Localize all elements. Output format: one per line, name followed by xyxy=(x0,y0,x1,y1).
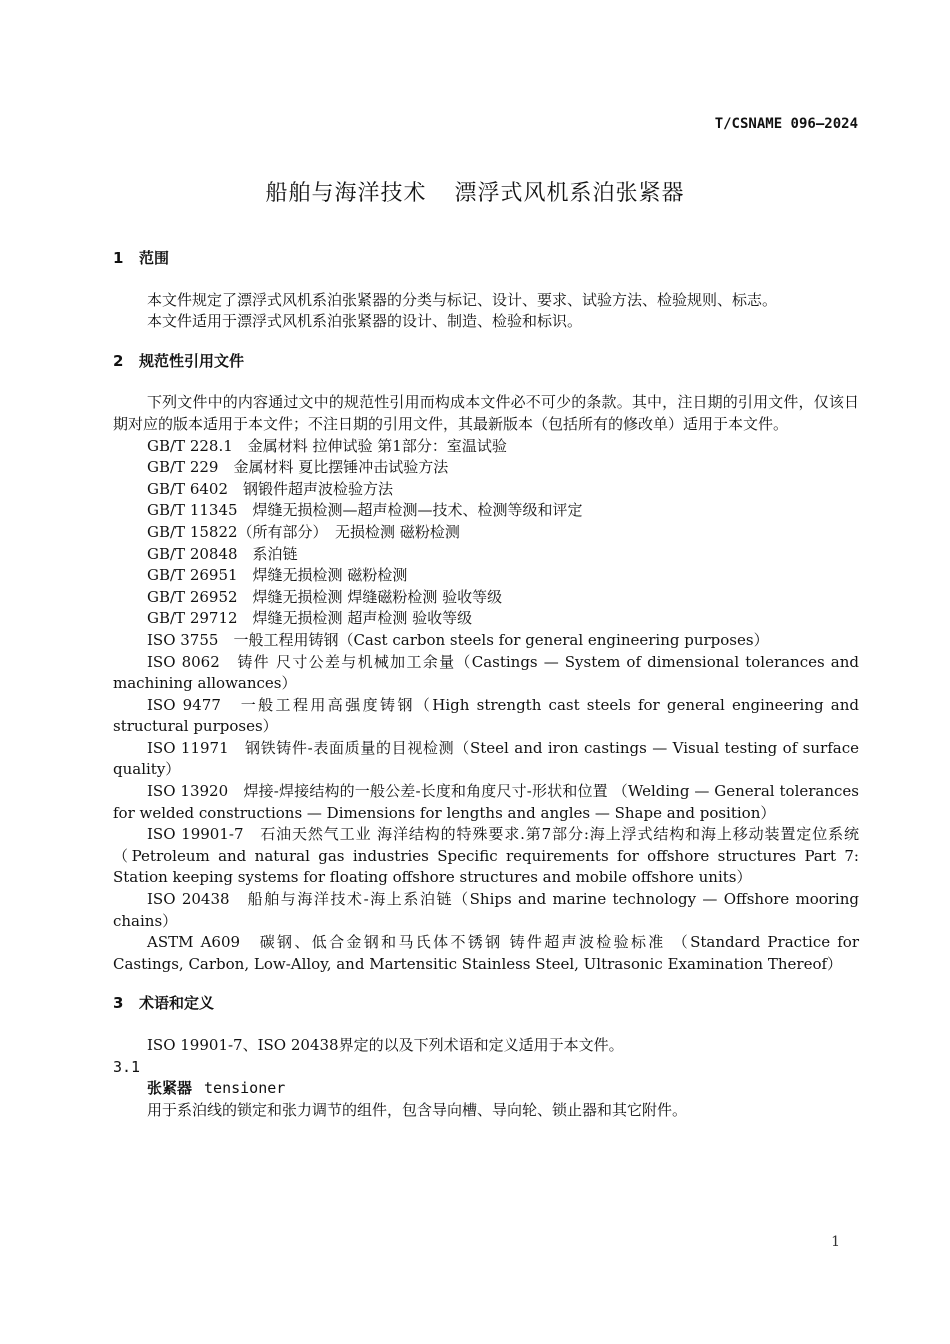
reference-item: GB/T 11345 焊缝无损检测—超声检测—技术、检测等级和评定 xyxy=(147,501,583,520)
reference-item: ISO 9477 一般工程用高强度铸钢（High strength cast steels for general engineering and structural purposes） xyxy=(113,695,859,736)
reference-item: GB/T 29712 焊缝无损检测 超声检测 验收等级 xyxy=(147,609,473,628)
reference-item: GB/T 229 金属材料 夏比摆锤冲击试验方法 xyxy=(147,458,449,477)
page-number: 1 xyxy=(831,1234,840,1250)
title-part1: 船舶与海洋技术 xyxy=(265,181,427,206)
document-code: T/CSNAME 096—2024 xyxy=(714,116,858,132)
reference-item: GB/T 15822（所有部分） 无损检测 磁粉检测 xyxy=(147,522,460,541)
reference-item: ISO 3755 一般工程用铸钢（Cast carbon steels for general engineering purposes） xyxy=(147,630,769,649)
terms-intro: ISO 19901-7、ISO 20438界定的以及下列术语和定义适用于本文件。 xyxy=(147,1036,624,1054)
section-number: 2 xyxy=(113,351,124,370)
section-title: 术语和定义 xyxy=(139,994,215,1013)
reference-item: ISO 19901-7 石油天然气工业 海洋结构的特殊要求.第7部分:海上浮式结构和海上移动装置定位系统 （Petroleum and natural gas industries Specific requirements for offshore structures Part 7: Station keeping systems for floating offshore structures and mobile offshore units） xyxy=(113,825,859,887)
reference-item: GB/T 6402 钢锻件超声波检验方法 xyxy=(147,479,394,498)
reference-item: GB/T 26951 焊缝无损检测 磁粉检测 xyxy=(147,566,408,585)
references-intro: 下列文件中的内容通过文中的规范性引用而构成本文件必不可少的条款。其中，注日期的引用文件，仅该日期对应的版本适用于本文件；不注日期的引用文件，其最新版本（包括所有的修改单）适用于本文件。 xyxy=(113,393,859,433)
title-part2: 漂浮式风机系泊张紧器 xyxy=(454,181,685,206)
reference-item: ISO 11971 钢铁铸件-表面质量的目视检测（Steel and iron castings — Visual testing of surface quality） xyxy=(113,738,859,779)
term-name xyxy=(113,1078,859,1100)
section-title: 范围 xyxy=(139,249,170,267)
section-3-heading xyxy=(113,993,859,1015)
document-title xyxy=(0,176,950,207)
reference-item: GB/T 26952 焊缝无损检测 焊缝磁粉检测 验收等级 xyxy=(147,587,503,606)
document-body xyxy=(113,248,859,1121)
section-1-heading xyxy=(113,248,859,270)
term-chinese: 张紧器 xyxy=(147,1079,193,1098)
section-2-heading xyxy=(113,351,859,373)
reference-item: ISO 8062 铸件 尺寸公差与机械加工余量（Castings — System of dimensional tolerances and machining allowances） xyxy=(113,652,859,693)
scope-paragraph: 本文件适用于漂浮式风机系泊张紧器的设计、制造、检验和标识。 xyxy=(147,312,583,331)
term-number: 3.1 xyxy=(113,1057,141,1076)
reference-item: ISO 20438 船舶与海洋技术-海上系泊链（Ships and marine technology — Offshore mooring chains） xyxy=(113,890,859,930)
section-title: 规范性引用文件 xyxy=(139,351,245,370)
reference-item: GB/T 228.1 金属材料 拉伸试验 第1部分：室温试验 xyxy=(147,436,507,455)
reference-item: ISO 13920 焊接-焊接结构的一般公差-长度和角度尺寸-形状和位置 （Welding — General tolerances for welded constructions — Dimensions for lengths and angles — Shape and position） xyxy=(113,782,859,822)
reference-item: ASTM A609 碳钢、低合金钢和马氏体不锈钢 铸件超声波检验标准 （Standard Practice for Castings, Carbon, Low-Alloy, and Martensitic Stainless Steel, Ultrasonic Examination Thereof） xyxy=(113,933,859,973)
section-number: 1 xyxy=(113,249,124,267)
section-number: 3 xyxy=(113,994,124,1013)
scope-paragraph: 本文件规定了漂浮式风机系泊张紧器的分类与标记、设计、要求、试验方法、检验规则、标志。 xyxy=(147,290,778,309)
term-english: tensioner xyxy=(204,1079,286,1098)
reference-item: GB/T 20848 系泊链 xyxy=(147,544,298,563)
term-definition: 用于系泊线的锁定和张力调节的组件，包含导向槽、导向轮、锁止器和其它附件。 xyxy=(147,1100,688,1119)
